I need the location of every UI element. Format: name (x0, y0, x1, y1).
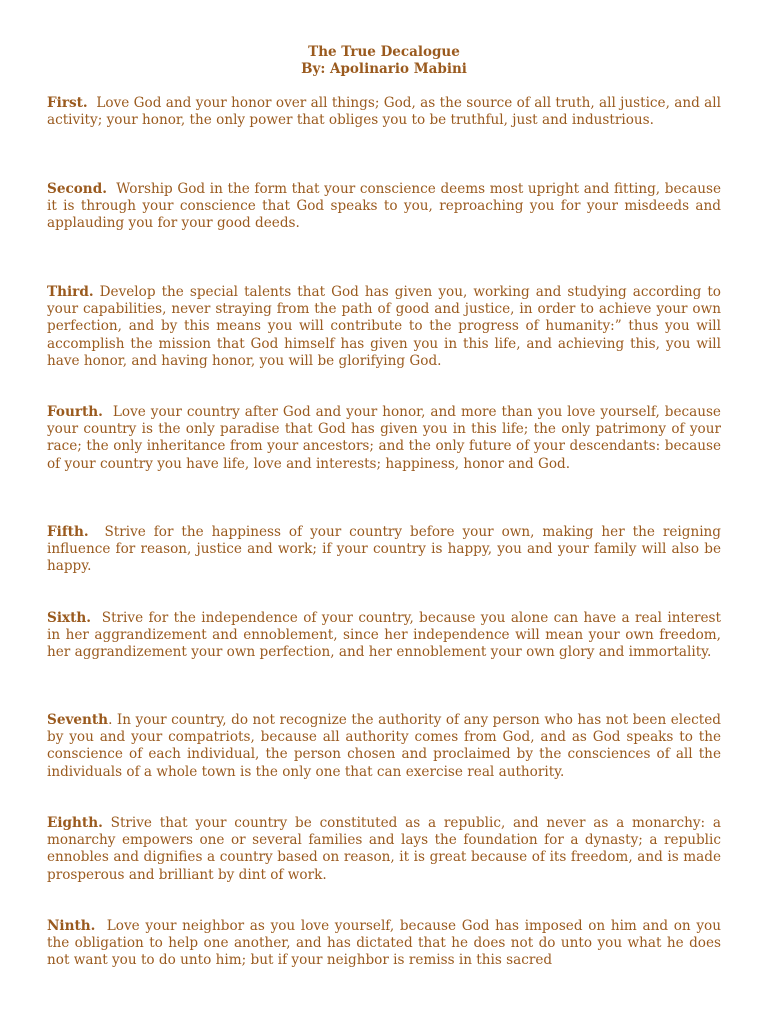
paragraph-sixth (47, 610, 721, 662)
paragraph-heading: First. (47, 95, 88, 111)
paragraph-text: Strive for the independence of your country, because you alone can have a real interest in her aggrandizement and ennoblement, since her independence will mean your own freedom, her aggrandizement your own perfection, and her ennoblement your own glory and immortality. (47, 610, 721, 661)
paragraph-heading: Fourth. (47, 404, 103, 420)
paragraph-heading: Fifth. (47, 524, 89, 540)
paragraph-text: Worship God in the form that your conscience deems most upright and fitting, because it is through your conscience that God speaks to you, reproaching you for your misdeeds and applauding you for your good deeds. (47, 181, 721, 232)
paragraph-heading: Sixth. (47, 610, 91, 626)
paragraph-seventh (47, 712, 721, 781)
paragraph-heading: Second. (47, 181, 107, 197)
paragraph-text: Strive that your country be constituted as a republic, and never as a monarchy: a monarchy empowers one or several families and lays the foundation for a dynasty; a republic ennobles and dignifies a country based on reason, it is great because of its freedom, and is made prosperous and brilliant by dint of work. (47, 815, 721, 883)
paragraph-text: Develop the special talents that God has given you, working and studying according to your capabilities, never straying from the path of good and justice, in order to achieve your own perfection, and by this means you will contribute to the progress of humanity:” thus you will accomplish the mission that God himself has given you in this life, and achieving this, you will have honor, and having honor, you will be glorifying God. (47, 284, 721, 369)
paragraph-heading: Eighth. (47, 815, 103, 831)
paragraph-heading: Ninth. (47, 918, 96, 934)
paragraph-fifth (47, 524, 721, 576)
paragraph-heading: Seventh (47, 712, 109, 728)
paragraph-text: Strive for the happiness of your country before your own, making her the reigning influence for reason, justice and work; if your country is happy, you and your family will also be happy. (47, 524, 721, 575)
paragraph-ninth (47, 918, 721, 970)
document-title: The True Decalogue (308, 44, 460, 60)
paragraph-third (47, 284, 721, 370)
paragraph-text: Love your country after God and your honor, and more than you love yourself, because your country is the only paradise that God has given you in this life; the only patrimony of your race; the only inheritance from your ancestors; and the only future of your descendants: because of your country you have life, love and interests; happiness, honor and God. (47, 404, 721, 472)
paragraph-eighth (47, 815, 721, 884)
paragraph-fourth (47, 404, 721, 473)
paragraph-text: . In your country, do not recognize the authority of any person who has not been elected by you and your compatriots, because all authority comes from God, and as God speaks to the conscience of each individual, the person chosen and proclaimed by the consciences of all the individuals of a whole town is the only one that can exercise real authority. (47, 712, 721, 780)
paragraph-second (47, 181, 721, 233)
paragraph-first (47, 95, 721, 129)
title-block (0, 44, 768, 78)
author-line: By: Apolinario Mabini (301, 61, 467, 77)
paragraph-text: Love God and your honor over all things; God, as the source of all truth, all justice, and all activity; your honor, the only power that obliges you to be truthful, just and industrious. (47, 95, 721, 129)
paragraph-text: Love your neighbor as you love yourself, because God has imposed on him and on you the obligation to help one another, and has dictated that he does not do unto you what he does not want you to do unto him; but if your neighbor is remiss in this sacred (47, 918, 721, 969)
paragraph-heading: Third. (47, 284, 94, 300)
